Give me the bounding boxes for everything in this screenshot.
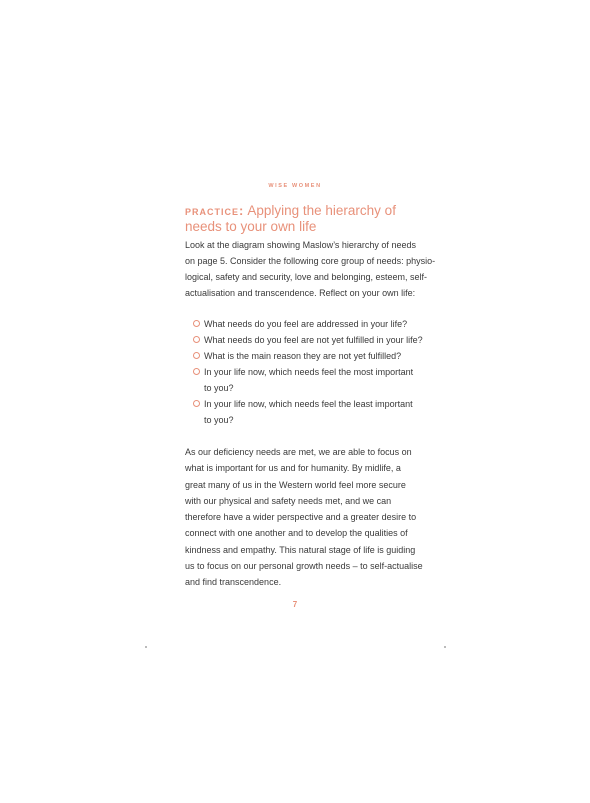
circle-bullet-icon [193,352,200,359]
question-text-continued: to you? [204,415,234,425]
crop-mark [444,646,446,648]
question-text: What needs do you feel are addressed in your life? [204,319,408,329]
intro-paragraph [185,237,436,301]
question-list [193,316,423,428]
circle-bullet-icon [193,336,200,343]
list-item [193,396,413,428]
heading-title-line1: Applying the hierarchy of [247,203,396,218]
list-item [193,332,423,348]
circle-bullet-icon [193,400,200,407]
list-item [193,316,413,332]
question-text: In your life now, which needs feel the most important [204,367,414,377]
body-paragraph [185,444,423,591]
circle-bullet-icon [193,368,200,375]
question-text: In your life now, which needs feel the least important [204,399,413,409]
running-head: WISE WOMEN [268,183,322,189]
circle-bullet-icon [193,320,200,327]
crop-mark [145,646,147,648]
section-heading [185,203,425,235]
intro-line: actualisation and transcendence. Reflect on your own life: [185,288,416,298]
question-text: What is the main reason they are not yet fulfilled? [204,351,402,361]
body-line: what is important for us and for humanity. By midlife, a [185,463,401,474]
question-text-continued: to you? [204,383,234,393]
list-item [193,348,413,364]
body-line: kindness and empathy. This natural stage of life is guiding [185,544,416,555]
body-line: connect with one another and to develop the qualities of [185,528,408,539]
intro-line: logical, safety and security, love and belonging, esteem, self- [185,272,427,282]
body-line: great many of us in the Western world feel more secure [185,479,406,490]
list-item [193,364,413,396]
body-line: with our physical and safety needs met, and we can [185,495,392,506]
body-line: and find transcendence. [185,577,282,588]
intro-line: on page 5. Consider the following core group of needs: physio- [185,256,436,266]
body-line: As our deficiency needs are met, we are able to focus on [185,447,412,457]
body-line: us to focus on our personal growth needs – to self-actualise [185,561,423,572]
page-number: 7 [292,600,298,609]
question-text: What needs do you feel are not yet fulfilled in your life? [204,335,423,345]
intro-line: Look at the diagram showing Maslow’s hierarchy of needs [185,240,416,250]
body-line: therefore have a wider perspective and a greater desire to [185,512,417,523]
heading-kicker: practice: [185,203,245,218]
heading-title-line2: needs to your own life [185,219,317,234]
